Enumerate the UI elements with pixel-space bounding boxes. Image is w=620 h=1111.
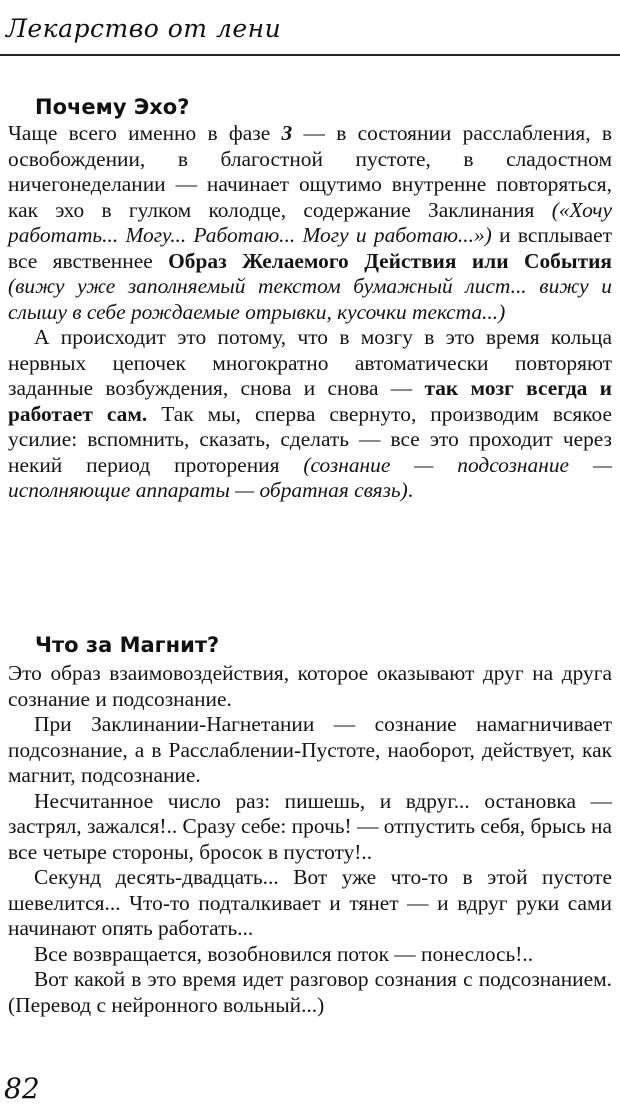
text-run: Чаще всего именно в фазе: [8, 121, 282, 145]
paragraph: При Заклинании-Нагнетании — сознание намагничивает подсознание, а в Расслаблении-Пустоте, наоборот, действует, как магнит, подсознание.: [8, 712, 612, 787]
paragraph: [8, 325, 612, 504]
paragraph: Все возвращается, возобновился поток — понеслось!..: [34, 941, 534, 966]
text-run: — в состоянии расслабления, в освобождении, в благостной пустоте, в сладостном ничегонеделании — начинает ощутимо внутренне повторяться, как эхо в гулком колодце, содержание Заклинания: [8, 121, 612, 222]
italic-run: (сознание — подсознание — исполняющие аппараты — обратная связь): [8, 452, 613, 502]
paragraph: Это образ взаимовоздействия, которое оказывают друг на друга сознание и подсознание.: [8, 661, 612, 711]
text-run: .: [407, 478, 414, 502]
section-body-what-magnet: [8, 661, 612, 1018]
paragraph: [8, 121, 612, 325]
paragraph: Секунд десять-двадцать... Вот уже что-то в этой пустоте шевелится... Что-то подталкивает и тянет — и вдруг руки сами начинают опять работать...: [8, 865, 612, 940]
running-head-title: Лекарство от лени: [6, 14, 282, 43]
text-run: Так мы, сперва свернуто, производим всякое усилие: вспомнить, сказать, сделать — все это проходит через некий период проторения: [8, 401, 612, 477]
italic-run: (вижу уже заполняемый текстом бумажный лист... вижу и слышу в себе рождаемые отрывки, кусочки текста...): [8, 274, 612, 324]
bold-run: так мозг всегда и работает сам.: [8, 376, 612, 426]
phase-number: 3: [281, 121, 293, 145]
header-rule: [0, 54, 620, 56]
section-heading-what-magnet: Что за Магнит?: [35, 633, 220, 657]
section-heading-why-echo: Почему Эхо?: [35, 95, 190, 119]
paragraph: Вот какой в это время идет разговор сознания с подсознанием. (Перевод с нейронного вольный...): [8, 967, 612, 1017]
bold-run: Образ Желаемого Действия или События: [168, 248, 612, 273]
italic-run: («Хочу работать... Могу... Работаю... Могу и работаю...»): [8, 197, 612, 247]
text-run: А происходит это потому, что в мозгу в это время кольца нервных цепочек многократно автоматически повторяют заданные возбуждения, снова и снова —: [8, 325, 612, 400]
paragraph: Несчитанное число раз: пишешь, и вдруг... остановка — застрял, зажался!.. Сразу себе: прочь! — отпустить себя, брысь на все четыре стороны, бросок в пустоту!..: [8, 788, 612, 864]
text-run: и всплывает все явственнее: [8, 223, 613, 273]
page-number: 82: [4, 1072, 40, 1105]
section-body-why-echo: [8, 121, 612, 504]
